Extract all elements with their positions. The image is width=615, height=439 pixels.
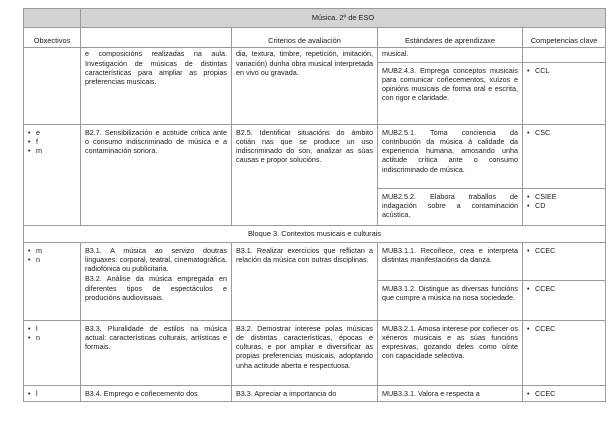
competence-item: • CCEC	[527, 284, 601, 293]
r1-criteria: dia, textura, timbre, repetición, imitación, variación) dunha obra musical interpretada en vivo ou gravada.	[232, 48, 378, 124]
r2-standard-b: MUB2.5.2. Elabora traballos de indagación sobre a contaminación acústica.	[378, 188, 523, 225]
r1-standard-a: musical.	[378, 48, 523, 62]
r3-contents-b: B3.2. Análise da música empregada en diferentes tipos de espectáculos e producións audiovisuais.	[85, 274, 227, 303]
col-header-standards: Estándares de aprendizaxe	[378, 28, 523, 48]
objective-item: • e	[28, 128, 76, 137]
table-title: Música. 2º de ESO	[81, 9, 606, 28]
r5-standard: MUB3.3.1. Valora e respecta a	[378, 385, 523, 401]
r1-standard-b: MUB2.4.3. Emprega conceptos musicais para comunicar coñecementos, xuízos e opinións musicais de forma oral e escrita, con rigor e claridade.	[378, 62, 523, 124]
curriculum-table	[23, 8, 606, 402]
r3-criteria: B3.1. Realizar exercicios que reflictan a relación da música con outras disciplinas.	[232, 242, 378, 320]
r3-standard-a: MUB3.1.1. Recoñece, crea e interpreta distintas manifestacións da danza.	[378, 242, 523, 280]
objective-item: • n	[28, 333, 76, 342]
competence-item: • CSC	[527, 128, 601, 137]
r4-standard: MUB3.2.1. Amosa interese por coñecer os xéneros musicais e as súas funcións expresivas, gozando deles como oínte con capacidade selectiva.	[378, 320, 523, 385]
r3-objectives	[24, 242, 81, 320]
r2-contents: B2.7. Sensibilización e actitude crítica ante o consumo indiscriminado de música e a contaminación sonora.	[81, 124, 232, 225]
objective-item: • m	[28, 146, 76, 155]
r4-objectives	[24, 320, 81, 385]
r2-objectives	[24, 124, 81, 225]
r5-competence	[523, 385, 606, 401]
r1-objectives	[24, 48, 81, 124]
competence-item: • CCL	[527, 66, 601, 75]
competence-item: • CCEC	[527, 389, 601, 398]
r3-contents	[81, 242, 232, 320]
competence-item: • CCEC	[527, 324, 601, 333]
r2-competence-a	[523, 124, 606, 188]
objective-item: • l	[28, 324, 76, 333]
r2-standard-a: MUB2.5.1. Toma conciencia da contribución da música á calidade da experiencia humana, amosando unha actitude crítica ante o consumo indiscriminado de música.	[378, 124, 523, 188]
col-header-objectives: Obxectivos	[24, 28, 81, 48]
r3-competence-b	[523, 280, 606, 320]
col-header-contents	[81, 28, 232, 48]
r4-contents: B3.3. Pluralidade de estilos na música actual: características culturais, artísticas e formais.	[81, 320, 232, 385]
objective-item: • n	[28, 255, 76, 264]
r1-competence-a	[523, 48, 606, 62]
competence-item: • CCEC	[527, 246, 601, 255]
col-header-criteria: Criterios de avaliación	[232, 28, 378, 48]
r1-competence-b	[523, 62, 606, 124]
objective-item: • f	[28, 137, 76, 146]
r2-competence-b	[523, 188, 606, 225]
col-header-competences: Competencias clave	[523, 28, 606, 48]
r3-standard-b: MUB3.1.2. Distingue as diversas funcións que cumpre a música na nosa sociedade.	[378, 280, 523, 320]
r5-criteria: B3.3. Apreciar a importancia do	[232, 385, 378, 401]
r1-contents: e composicións realizadas na aula. Investigación de músicas de distintas características para ampliar as propias preferencias musicais.	[81, 48, 232, 124]
r3-competence-a	[523, 242, 606, 280]
block-3-title: Bloque 3. Contextos musicais e culturais	[24, 225, 606, 242]
r4-competence	[523, 320, 606, 385]
competence-item: • CD	[527, 201, 601, 210]
objective-item: • m	[28, 246, 76, 255]
competence-item: • CSIEE	[527, 192, 601, 201]
objective-item: • l	[28, 389, 76, 398]
r5-contents: B3.4. Emprego e coñecemento dos	[81, 385, 232, 401]
r3-contents-a: B3.1. A música ao servizo doutras linguaxes: corporal, teatral, cinematográfica, radiofónica ou publicitaria.	[85, 245, 227, 274]
r5-objectives	[24, 385, 81, 401]
r2-criteria: B2.5. Identificar situacións do ámbito cotián nas que se produce un uso indiscriminado do son, analizar as súas causas e propor solucións.	[232, 124, 378, 225]
r4-criteria: B3.2. Demostrar interese polas músicas de distintas características, épocas e culturas, e por ampliar e diversificar as propias preferencias musicais, adoptando unha actitude aberta e respectuosa.	[232, 320, 378, 385]
header-corner-cell	[24, 9, 81, 28]
curriculum-table-wrapper	[23, 8, 605, 402]
